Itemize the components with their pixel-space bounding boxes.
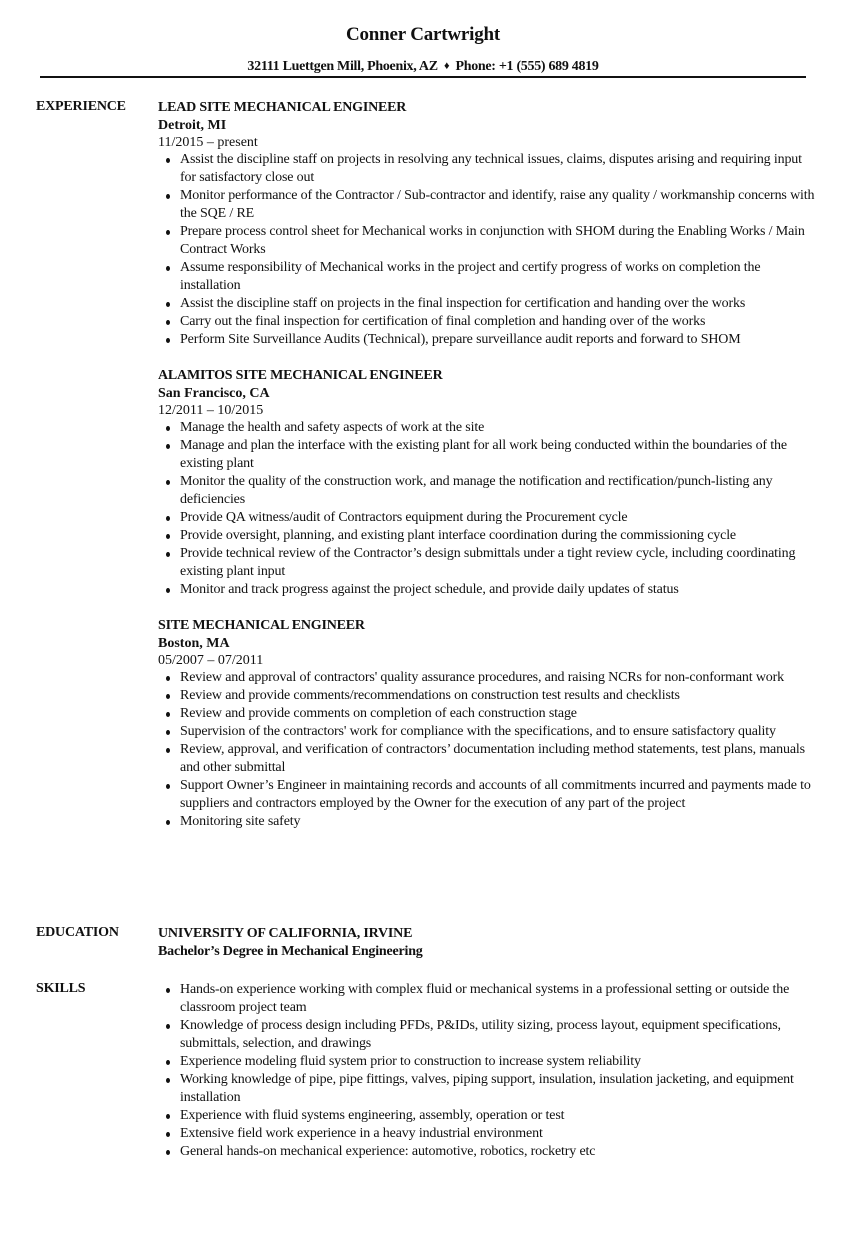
bullet-icon xyxy=(166,158,170,163)
bullet-text: Manage and plan the interface with the existing plant for all work being conducted within the boundaries of the existing plant xyxy=(180,438,787,471)
bullet-item xyxy=(158,777,818,813)
bullet-text: Assist the discipline staff on projects in the final inspection for certification and handing over the works xyxy=(180,296,746,311)
bullet-text: Assist the discipline staff on projects in resolving any technical issues, claims, disputes arising and requiring input for satisfactory close out xyxy=(180,152,802,185)
skill-item xyxy=(158,981,818,1017)
school-name: UNIVERSITY OF CALIFORNIA, IRVINE xyxy=(158,926,413,941)
skill-text: Experience with fluid systems engineering, assembly, operation or test xyxy=(180,1108,565,1123)
skill-item xyxy=(158,1143,818,1161)
skills-body xyxy=(158,981,818,1161)
bullet-text: Monitor the quality of the construction work, and manage the notification and rectification/punch-listing any deficiencies xyxy=(180,474,773,507)
bullet-item xyxy=(158,331,818,349)
bullet-item xyxy=(158,419,818,437)
bullet-icon xyxy=(166,516,170,521)
bullet-item xyxy=(158,509,818,527)
bullet-icon xyxy=(166,1060,170,1065)
bullet-icon xyxy=(166,712,170,717)
bullet-icon xyxy=(166,230,170,235)
bullet-text: Prepare process control sheet for Mechanical works in conjunction with SHOM during the Enabling Works / Main Contract Works xyxy=(180,224,805,257)
bullet-icon xyxy=(166,1132,170,1137)
bullet-icon xyxy=(166,194,170,199)
job-location: San Francisco, CA xyxy=(158,386,270,401)
bullet-text: Review and approval of contractors' quality assurance procedures, and raising NCRs for non-conformant work xyxy=(180,670,784,685)
bullet-item xyxy=(158,295,818,313)
bullet-text: Provide oversight, planning, and existing plant interface coordination during the commissioning cycle xyxy=(180,528,736,543)
bullet-icon xyxy=(166,320,170,325)
education-body xyxy=(158,925,818,961)
bullet-item xyxy=(158,723,818,741)
job-bullets xyxy=(158,669,818,831)
job-title: LEAD SITE MECHANICAL ENGINEER xyxy=(158,100,407,115)
bullet-text: Supervision of the contractors' work for compliance with the specifications, and to ensure satisfactory quality xyxy=(180,724,776,739)
bullet-item xyxy=(158,545,818,581)
bullet-text: Monitor performance of the Contractor / Sub-contractor and identify, raise any quality / workmanship concerns with the SQE / RE xyxy=(180,188,815,221)
bullet-icon xyxy=(166,748,170,753)
job-entry xyxy=(158,367,818,599)
skill-text: General hands-on mechanical experience: automotive, robotics, rocketry etc xyxy=(180,1144,596,1159)
bullet-icon xyxy=(166,588,170,593)
bullet-text: Monitoring site safety xyxy=(180,814,301,829)
bullet-text: Provide technical review of the Contractor’s design submittals under a tight review cycle, including coordinating existing plant input xyxy=(180,546,796,579)
section-label-skills: SKILLS xyxy=(36,981,86,996)
skill-text: Knowledge of process design including PFDs, P&IDs, utility sizing, process layout, equipment specifications, submittals, selection, and drawings xyxy=(180,1018,781,1051)
bullet-item xyxy=(158,813,818,831)
bullet-text: Support Owner’s Engineer in maintaining records and accounts of all commitments incurred and payments made to suppliers and contractors employed by the Owner for the execution of any part of the project xyxy=(180,778,811,811)
job-dates: 12/2011 – 10/2015 xyxy=(158,403,264,418)
bullet-text: Perform Site Surveillance Audits (Technical), prepare surveillance audit reports and forward to SHOM xyxy=(180,332,741,347)
bullet-icon xyxy=(166,784,170,789)
job-title: ALAMITOS SITE MECHANICAL ENGINEER xyxy=(158,368,443,383)
address: 32111 Luettgen Mill, Phoenix, AZ xyxy=(247,59,438,74)
job-bullets xyxy=(158,419,818,599)
job-entry xyxy=(158,617,818,831)
bullet-item xyxy=(158,259,818,295)
degree: Bachelor’s Degree in Mechanical Engineering xyxy=(158,944,423,959)
job-dates: 05/2007 – 07/2011 xyxy=(158,653,264,668)
skill-text: Hands-on experience working with complex fluid or mechanical systems in a professional setting or outside the classroom project team xyxy=(180,982,790,1015)
bullet-icon xyxy=(166,552,170,557)
bullet-text: Review, approval, and verification of contractors’ documentation including method statements, test plans, manuals and other submittal xyxy=(180,742,805,775)
bullet-item xyxy=(158,741,818,777)
bullet-icon xyxy=(166,1114,170,1119)
skill-text: Working knowledge of pipe, pipe fittings, valves, piping support, insulation, insulation jacketing, and equipment installation xyxy=(180,1072,794,1105)
bullet-icon xyxy=(166,426,170,431)
experience-body xyxy=(158,99,818,849)
bullet-icon xyxy=(166,266,170,271)
skill-item xyxy=(158,1017,818,1053)
bullet-icon xyxy=(166,338,170,343)
job-dates: 11/2015 – present xyxy=(158,135,258,150)
bullet-item xyxy=(158,313,818,331)
bullet-item xyxy=(158,223,818,259)
job-title: SITE MECHANICAL ENGINEER xyxy=(158,618,365,633)
candidate-name: Conner Cartwright xyxy=(345,24,501,45)
bullet-item xyxy=(158,527,818,545)
contact-line xyxy=(0,59,846,75)
bullet-icon xyxy=(166,1078,170,1083)
bullet-icon xyxy=(166,988,170,993)
skills-list xyxy=(158,981,818,1161)
bullet-text: Review and provide comments on completion of each construction stage xyxy=(180,706,577,721)
header-divider xyxy=(40,76,806,78)
bullet-item xyxy=(158,705,818,723)
job-location: Boston, MA xyxy=(158,636,230,651)
bullet-icon xyxy=(166,820,170,825)
skill-text: Experience modeling fluid system prior to construction to increase system reliability xyxy=(180,1054,641,1069)
skill-text: Extensive field work experience in a heavy industrial environment xyxy=(180,1126,543,1141)
bullet-icon xyxy=(166,444,170,449)
section-label-education: EDUCATION xyxy=(36,925,119,940)
bullet-text: Provide QA witness/audit of Contractors equipment during the Procurement cycle xyxy=(180,510,628,525)
bullet-icon xyxy=(166,676,170,681)
bullet-icon xyxy=(166,730,170,735)
bullet-text: Carry out the final inspection for certification of final completion and handing over of the works xyxy=(180,314,706,329)
bullet-item xyxy=(158,687,818,705)
bullet-icon xyxy=(166,302,170,307)
skill-item xyxy=(158,1071,818,1107)
job-entry xyxy=(158,99,818,349)
job-bullets xyxy=(158,151,818,349)
bullet-icon xyxy=(166,694,170,699)
bullet-text: Assume responsibility of Mechanical works in the project and certify progress of works on completion the installation xyxy=(180,260,761,293)
phone: Phone: +1 (555) 689 4819 xyxy=(455,59,599,74)
bullet-item xyxy=(158,473,818,509)
bullet-icon xyxy=(166,480,170,485)
bullet-icon xyxy=(166,1024,170,1029)
skill-item xyxy=(158,1107,818,1125)
diamond-separator-icon: ♦ xyxy=(443,60,450,72)
bullet-item xyxy=(158,151,818,187)
bullet-text: Review and provide comments/recommendations on construction test results and checklists xyxy=(180,688,680,703)
bullet-icon xyxy=(166,1150,170,1155)
job-location: Detroit, MI xyxy=(158,118,227,133)
bullet-text: Monitor and track progress against the project schedule, and provide daily updates of status xyxy=(180,582,679,597)
bullet-item xyxy=(158,581,818,599)
section-label-experience: EXPERIENCE xyxy=(36,99,126,114)
bullet-text: Manage the health and safety aspects of work at the site xyxy=(180,420,485,435)
skill-item xyxy=(158,1125,818,1143)
bullet-item xyxy=(158,187,818,223)
skill-item xyxy=(158,1053,818,1071)
bullet-item xyxy=(158,669,818,687)
bullet-item xyxy=(158,437,818,473)
bullet-icon xyxy=(166,534,170,539)
